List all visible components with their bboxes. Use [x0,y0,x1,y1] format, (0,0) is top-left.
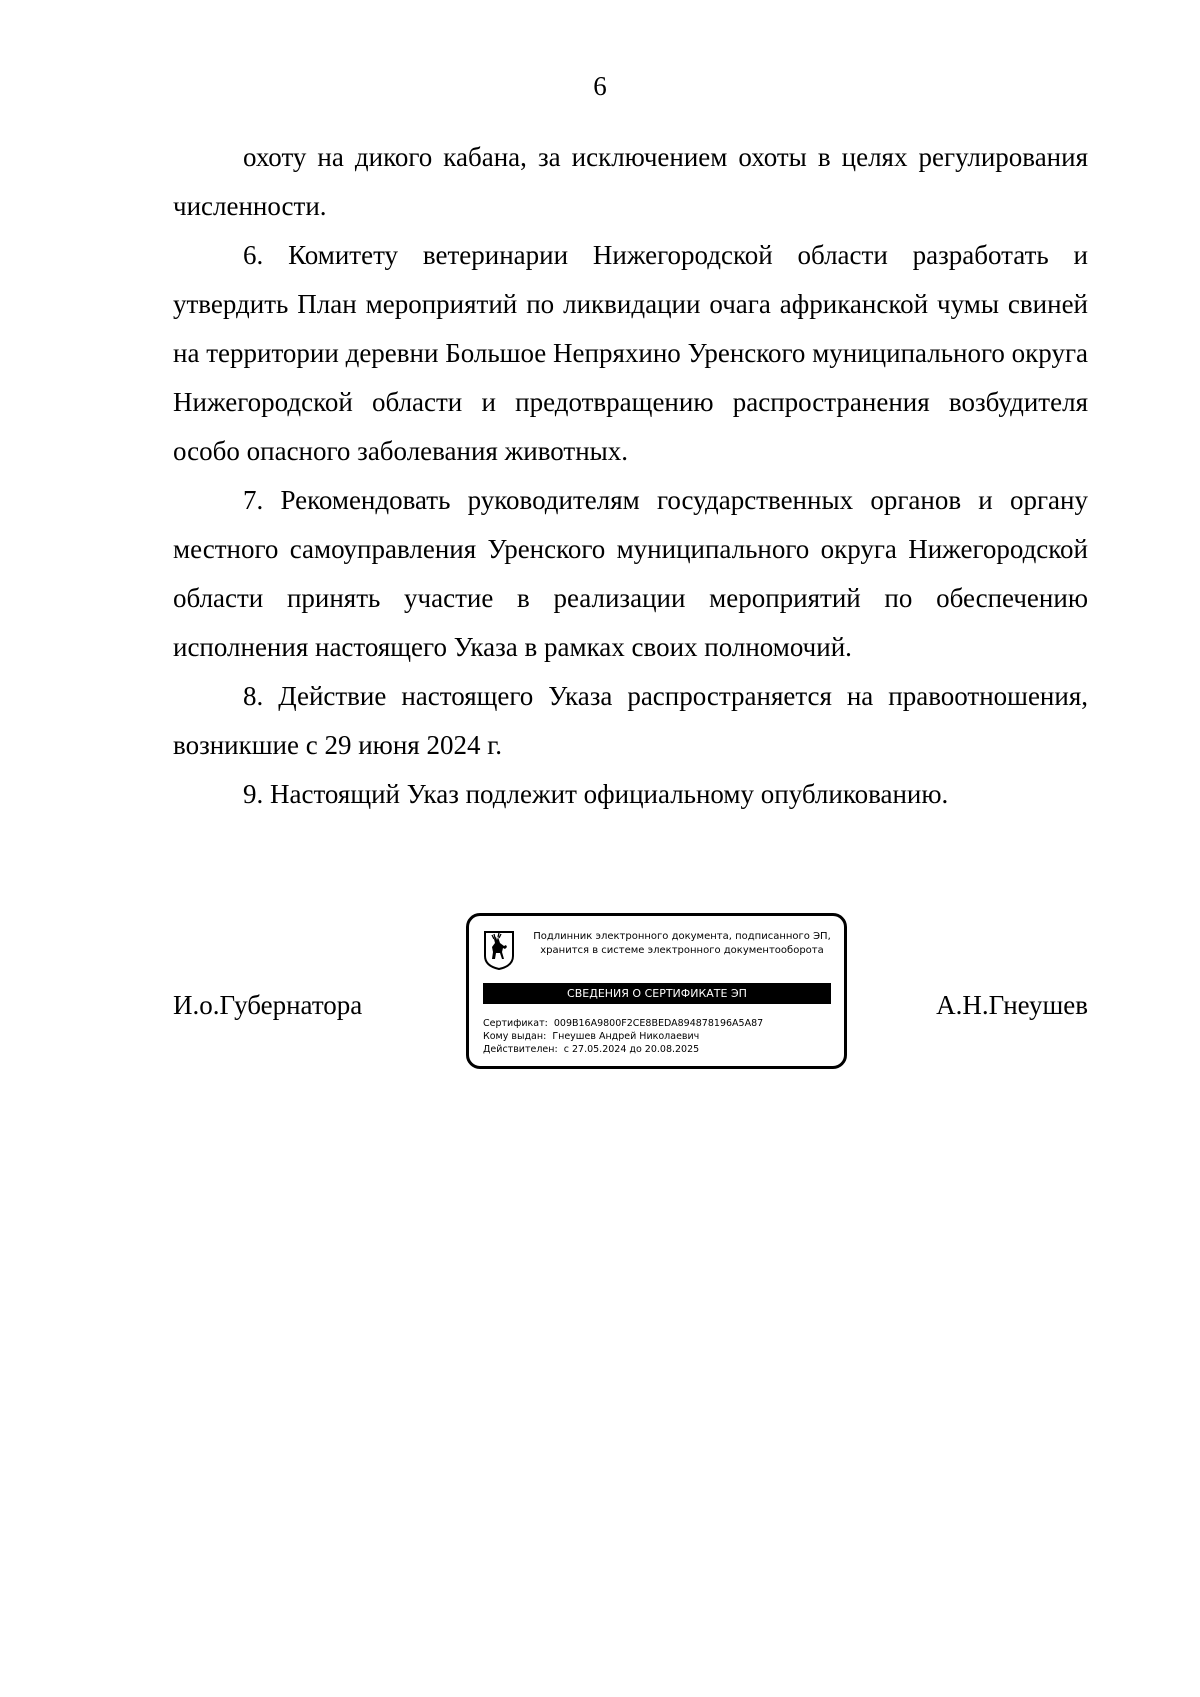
paragraph-item-6: 6. Комитету ветеринарии Нижегородской области разработать и утвердить План мероприятий по ликвидации очага африканской чумы свиней на территории деревни Большое Непряхино Уренского муниципального округа Нижегородской области и предотвращению распространения возбудителя особо опасного заболевания животных. [173,240,1088,466]
signatory-name: А.Н.Гнеушев [936,990,1088,1020]
certificate-row [483,1017,763,1030]
certificate-value: 009B16A9800F2CE8BEDA894878196A5A87 [553,1018,764,1029]
issued-to-value: Гнеушев Андрей Николаевич [552,1031,700,1042]
validity-row [483,1043,763,1056]
deer-coat-of-arms-icon [483,930,515,970]
paragraph-item-9: 9. Настоящий Указ подлежит официальному опубликованию. [243,779,949,809]
stamp-header-line: Подлинник электронного документа, подписанного ЭП, [533,931,831,942]
paragraph-continuation: охоту на дикого кабана, за исключением охоты в целях регулирования численности. [173,142,1088,221]
paragraph-item-7: 7. Рекомендовать руководителям государственных органов и органу местного самоуправления Уренского муниципального округа Нижегородской области принять участие в реализации мероприятий по обеспечению исполнения настоящего Указа в рамках своих полномочий. [173,485,1088,662]
electronic-signature-stamp [466,913,847,1069]
certificate-label: Сертификат: [483,1018,548,1029]
document-body [173,133,1088,819]
validity-label: Действителен: [483,1044,558,1055]
issued-to-label: Кому выдан: [483,1031,547,1042]
stamp-header-line: хранится в системе электронного документооборота [540,945,824,956]
stamp-header [523,930,841,958]
certificate-details [483,1017,763,1056]
page-number: 6 [593,71,607,101]
signatory-position: И.о.Губернатора [173,990,363,1020]
paragraph-item-8: 8. Действие настоящего Указа распространяется на правоотношения, возникшие с 29 июня 2024 г. [173,681,1088,760]
certificate-info-title: СВЕДЕНИЯ О СЕРТИФИКАТЕ ЭП [483,983,831,1004]
issued-to-row [483,1030,763,1043]
validity-value: с 27.05.2024 до 20.08.2025 [563,1044,700,1055]
